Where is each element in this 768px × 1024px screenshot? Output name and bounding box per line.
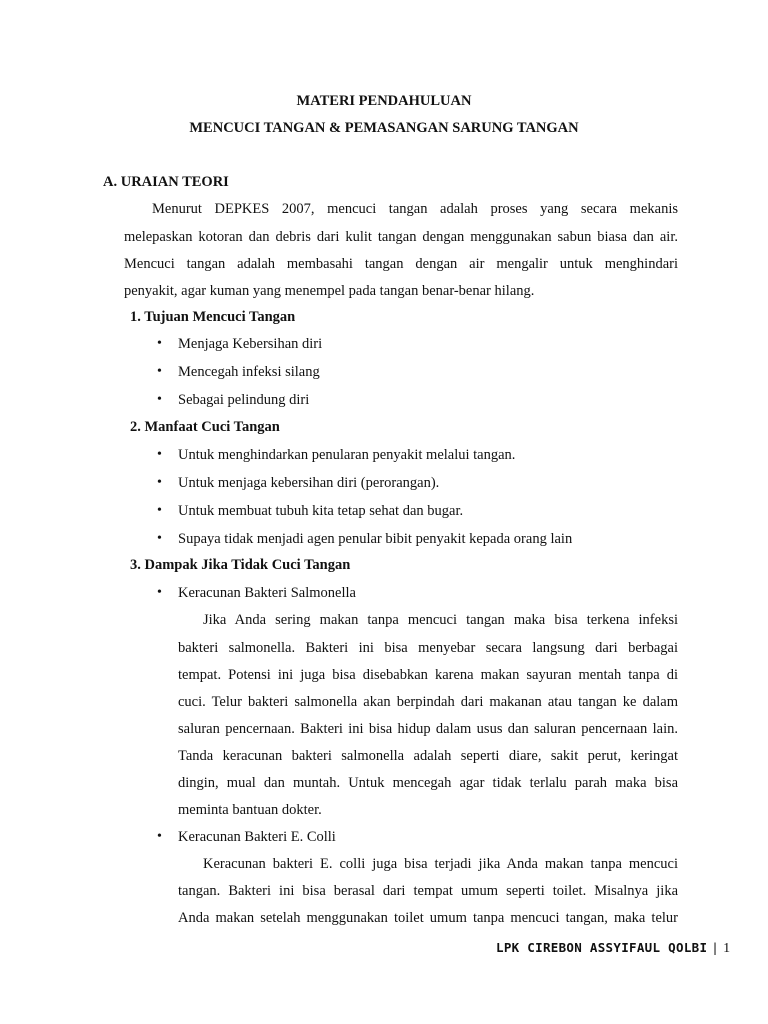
paragraph-line: Anda makan setelah menggunakan toilet umum tanpa mencuci tangan, maka telur xyxy=(178,910,678,926)
paragraph-line: Jika Anda sering makan tanpa mencuci tangan maka bisa terkena infeksi xyxy=(203,612,678,628)
list-item: Untuk menghindarkan penularan penyakit melalui tangan. xyxy=(178,447,516,463)
list-item: Untuk membuat tubuh kita tetap sehat dan bugar. xyxy=(178,503,464,519)
section-heading: A. URAIAN TEORI xyxy=(103,174,229,190)
document-subtitle: MENCUCI TANGAN & PEMASANGAN SARUNG TANGAN xyxy=(189,120,579,136)
subsection-heading: 1. Tujuan Mencuci Tangan xyxy=(130,309,296,325)
paragraph-line: Menurut DEPKES 2007, mencuci tangan adalah proses yang secara mekanis xyxy=(152,201,678,217)
bullet-icon: • xyxy=(157,336,162,351)
paragraph-line: penyakit, agar kuman yang menempel pada tangan benar-benar hilang. xyxy=(124,283,535,299)
list-item: Menjaga Kebersihan diri xyxy=(178,336,323,352)
footer-separator: | xyxy=(711,940,720,955)
footer-org: LPK CIREBON ASSYIFAUL QOLBI xyxy=(496,940,708,955)
document-title: MATERI PENDAHULUAN xyxy=(296,93,472,109)
list-item: Mencegah infeksi silang xyxy=(178,364,320,380)
bullet-icon: • xyxy=(157,392,162,407)
paragraph-line: tangan. Bakteri ini bisa berasal dari tempat umum seperti toilet. Misalnya jika xyxy=(178,883,678,899)
bullet-icon: • xyxy=(157,503,162,518)
list-item: Untuk menjaga kebersihan diri (perorangan). xyxy=(178,475,440,491)
paragraph-line: Keracunan bakteri E. colli juga bisa terjadi jika Anda makan tanpa mencuci xyxy=(203,856,678,872)
bullet-icon: • xyxy=(157,531,162,546)
paragraph-line: saluran pencernaan. Bakteri ini bisa hidup dalam usus dan saluran pencernaan lain. xyxy=(178,721,678,737)
paragraph-line: Mencuci tangan adalah membasahi tangan dengan air mengalir untuk menghindari xyxy=(124,256,678,272)
paragraph-line: bakteri salmonella. Bakteri ini bisa menyebar secara langsung dari berbagai xyxy=(178,640,678,656)
bullet-icon: • xyxy=(157,364,162,379)
list-item: Keracunan Bakteri E. Colli xyxy=(178,829,336,845)
paragraph-line: cuci. Telur bakteri salmonella akan berpindah dari makanan atau tangan ke dalam xyxy=(178,694,678,710)
page-number: 1 xyxy=(723,941,731,956)
paragraph-line: dingin, mual dan muntah. Untuk mencegah agar tidak terlalu parah maka bisa xyxy=(178,775,678,791)
list-item: Keracunan Bakteri Salmonella xyxy=(178,585,356,601)
paragraph-line: Tanda keracunan bakteri salmonella adalah seperti diare, sakit perut, keringat xyxy=(178,748,678,764)
bullet-icon: • xyxy=(157,829,162,844)
list-item: Sebagai pelindung diri xyxy=(178,392,310,408)
paragraph-line: tempat. Potensi ini juga bisa disebabkan karena makan sayuran mentah tanpa di xyxy=(178,667,678,683)
bullet-icon: • xyxy=(157,475,162,490)
page-footer xyxy=(496,940,730,957)
subsection-heading: 3. Dampak Jika Tidak Cuci Tangan xyxy=(130,557,351,573)
subsection-heading: 2. Manfaat Cuci Tangan xyxy=(130,419,280,435)
list-item: Supaya tidak menjadi agen penular bibit penyakit kepada orang lain xyxy=(178,531,573,547)
bullet-icon: • xyxy=(157,447,162,462)
paragraph-line: melepaskan kotoran dan debris dari kulit tangan dengan menggunakan sabun biasa dan air. xyxy=(124,229,678,245)
bullet-icon: • xyxy=(157,585,162,600)
paragraph-line: meminta bantuan dokter. xyxy=(178,802,322,818)
